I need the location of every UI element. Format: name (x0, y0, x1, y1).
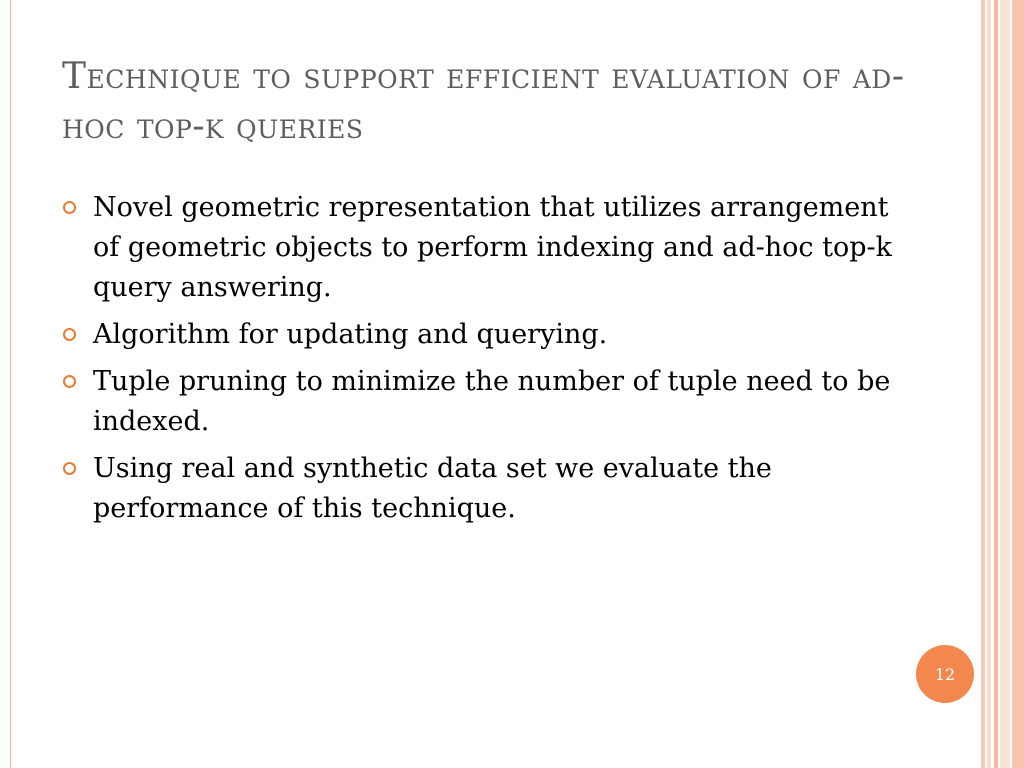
bullet-item (62, 188, 892, 308)
circle-bullet-icon (63, 462, 76, 475)
right-decor-stripe (981, 0, 985, 768)
bullet-item (62, 449, 892, 529)
bullet-text: Using real and synthetic data set we evaluate the performance of this technique. (93, 453, 772, 524)
page-number-badge (916, 645, 974, 703)
right-decor-stripe (994, 0, 998, 768)
bullet-item (62, 362, 892, 442)
right-decor-stripe (987, 0, 991, 768)
circle-bullet-icon (63, 201, 76, 214)
bullet-item (62, 315, 892, 355)
bullet-text: Algorithm for updating and querying. (93, 319, 608, 350)
bullet-text: Tuple pruning to minimize the number of tuple need to be indexed. (93, 366, 891, 437)
circle-bullet-icon (63, 328, 76, 341)
circle-bullet-icon (63, 375, 76, 388)
bullet-list (62, 188, 892, 536)
bullet-text: Novel geometric representation that utilizes arrangement of geometric objects to perform indexing and ad-hoc top-k query answering. (93, 192, 893, 303)
page-number: 12 (934, 664, 956, 684)
right-decor-stripe (1012, 0, 1024, 768)
right-decor-stripe (1000, 0, 1010, 768)
slide-title: Technique to support efficient evaluation of ad-hoc top-k queries (62, 56, 905, 147)
left-border-line (10, 0, 11, 768)
